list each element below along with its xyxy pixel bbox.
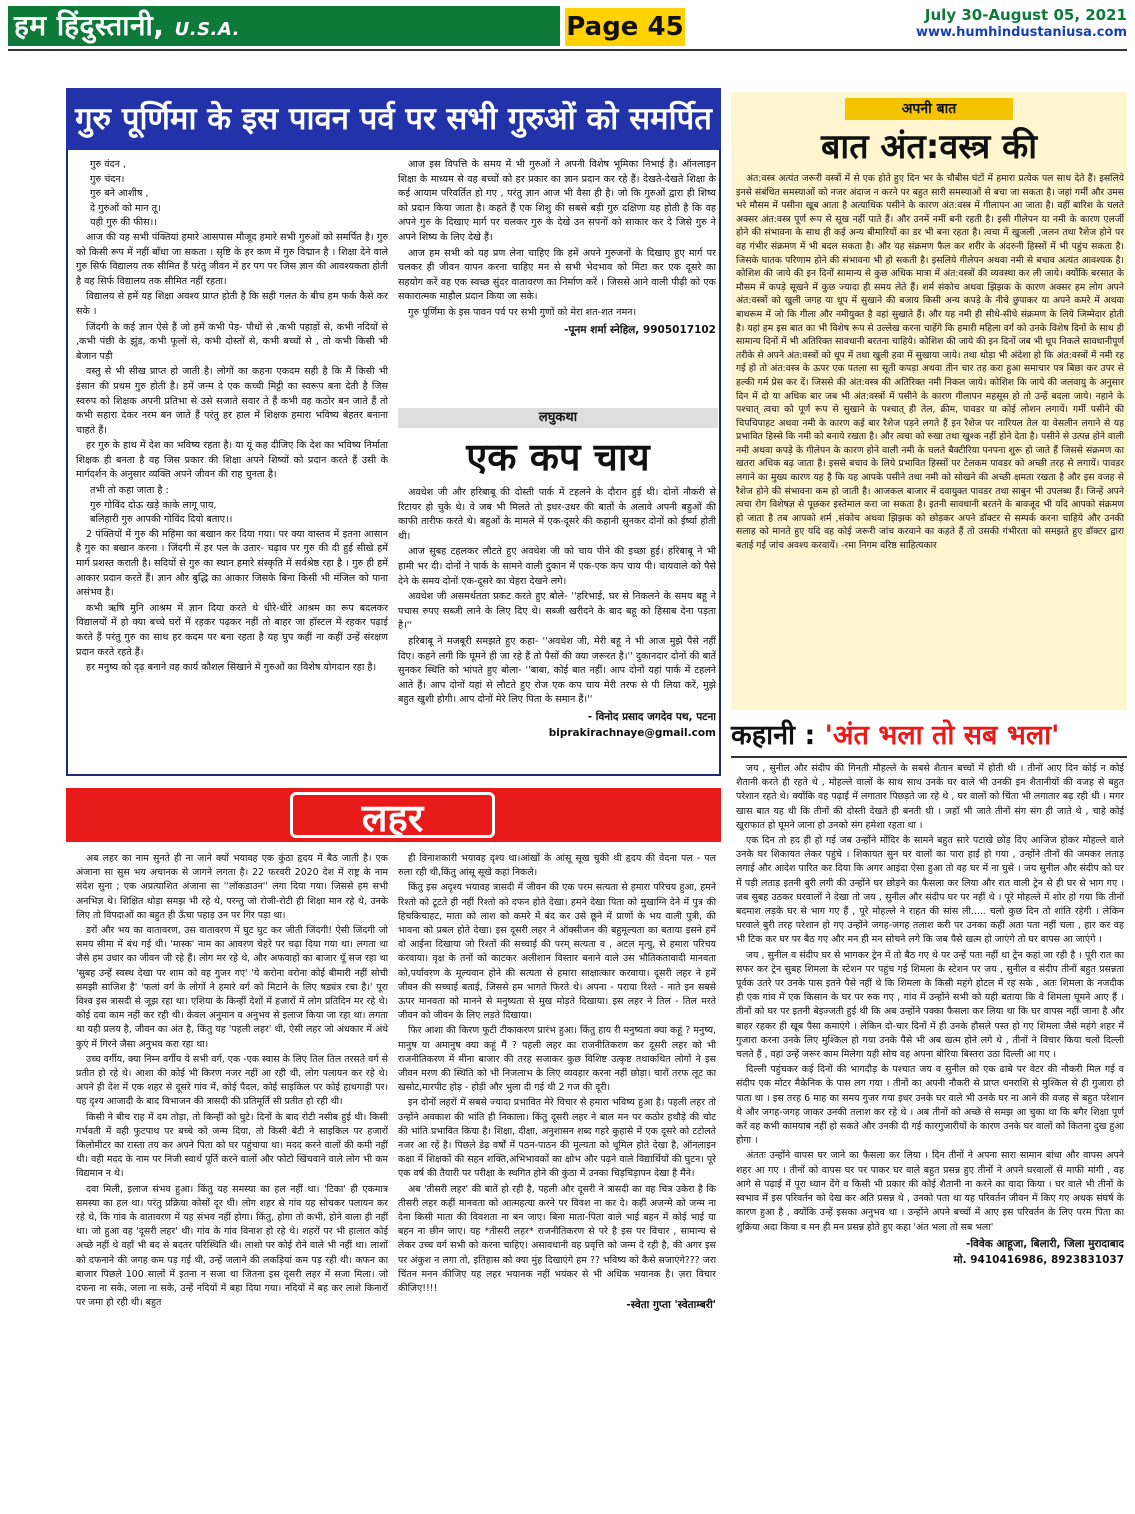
- newspaper-masthead: [8, 6, 560, 46]
- guru-verse-1: [76, 158, 388, 231]
- paragraph: कभी ऋषि मुनि आश्रम में ज्ञान दिया करते थे धीरे-धीरे आश्रम का रूप बदलकर विद्यालयों में हो क्या बच्चे घरों में रहकर पढ़कर नहीं तो बाहर जा हॉस्टल में रहकर पढ़ाई करते हैं परंतु गुरु का साथ हर कदम पर बना रहता है यह घुप कहीं ना कहीं उन्हें संरक्षण प्रदान करते रहते हैं।: [76, 602, 388, 658]
- paragraph: विद्यालय से हमें यह शिक्षा अवश्य प्राप्त होती है कि सही गलत के बीच हम फर्क कैसे कर सके ।: [76, 291, 388, 317]
- paragraph: अब लहर का नाम सुनते ही ना जाने क्यों भयावह एक कुंठा हृदय में बैठ जाती है। एक अंजाना सा सुस भय अचानक से जागने लगता है। 22 फरवरी 2020 देश में राष्ट्र के नाम संदेश सुना ; एक अप्रत्याशित अंजाना सा ''लॉकडाउन'' लगा दिया गया। जिससे हम सभी अनभिज्ञ थे। शिक्षित थोड़ा समझ भी रहे थे, परन्तु जो रोजी-रोटी ही शिक्षा मान रहे थे, उनके लिए तो विपदाओं का बहुत ही ऊँचा पहाड़ उन पर गिर पड़ा था।: [76, 853, 388, 921]
- laghukatha-signature: - विनोद प्रसाद जगदेव पथ, पटना: [587, 710, 716, 723]
- paragraph: हर गुरु के हाथ में देश का भविष्य रहता है। या यूं कह दीजिए कि देश का भविष्य निर्माता शिक्षक ही बनता है वह जिस प्रकार की शिक्षा अपने शिष्यों को प्रदान करते हैं उसी के मार्गदर्शन के अनुसार व्यक्ति अपने जीवन की राह चुनता है।: [76, 440, 388, 481]
- paragraph: दिल्ली पहुंचकर कई दिनों की भागदौड़ के पश्चात जय व सुनील को एक ढाबे पर वेटर की नौकरी मिल गई व संदीप एक मोटर मैकेनिक के पास लग गया । तीनों का अपनी नौकरी से प्राप्त धनराशि से मुश्किल से ही गुजारा हो पाता था । इस तरह 6 माह का समय गुजर गया इधर उनके घर वाले भी उनके घर ना आने की वजह से बहुत परेशान थे और जगह-जगह जाकर उनकी तलाश कर रहे थे । अब तीनों को अच्छे से समझ आ चुका था कि बगैर शिक्षा पूर्ण करें वह कभी कामयाब नहीं हो सकते और उनकी दी गई कारगुजारीयों के कारण उनके घर वालों को कितना दुख हुआ होगा ।: [736, 1064, 1124, 1147]
- paragraph: 2 पंक्तियों में गुरु की महिमा का बखान कर दिया गया। पर क्या वास्तव में इतना आसान है गुरु का बखान करना । जिंदगी में हर पल के उतार- चढ़ाव पर गुरु की दी हुई सीखे हमें मार्ग प्रशस्त कराती है। सदियों से गुरु का स्थान हमारे संस्कृति में सर्वश्रेष्ठ रहा है । गुरु ही हमें आकार प्रदान करते हैं। ज्ञान और बुद्धि का आकार जिसके बिना किसी भी मंजिल को पाना असंभव है।: [76, 528, 388, 599]
- verse-line: दे गुरुओं को मान तू।: [90, 202, 161, 214]
- paragraph: डरों और भय का वातावरण, उस वातावरण में घुट घुट कर जीती जिंदगी! ऐसी जिंदगी जो समय सीमा में बंध गई थी। 'मास्क' नाम का आवरण चेहरे पर चढ़ा दिया गया था। लगता था जैसे हम उधार का जीवन जी रहे हैं। लोग मर रहे थे, और अफवाहों का बाजार यूँ सज रहा था 'सुबह उन्हें स्वस्थ देखा पर शाम को वह गुजर गए' 'ये करोना वरोना कोई बीमारी नहीं सोची समझी साजिश है' 'फलां वर्ग के लोगों ने हमारे वर्ग को मिटाने के लिए षड्यंत्र रचा है।' पूरा विश्व इस त्रासदी से जूझ रहा था। एशिया के किन्हीं देशों में हजारों में लोग प्रतिदिन मर रहे थे। कोई दवा काम नहीं कर रही थी। केवल अनुमान व अनुभव से इलाज किया जा रहा था। लगता था यही प्रलय है, जीवन का अंत है, किंतु यह 'पहली लहर' थी, ऐसी लहर जो अंधकार में अंधे कुएं में गिरने जैसा अनुभव करा रहा था।: [76, 925, 388, 1050]
- paragraph: अवधेश जी और हरिबाबू की दोस्ती पार्क में टहलने के दौरान हुई थी। दोनों नौकरी से रिटायर हो चुके थे। वे जब भी मिलते तो इधर-उधर की बातों के अलावे अपनी बहुओं की काफी तारीफ करते थे। बहुओं के मामले में एक-दूसरे की कहानी सुनकर दोनों को ईर्ष्या होती थी।: [398, 487, 716, 542]
- paragraph: अंततः उन्होंने वापस घर जाने का फैसला कर लिया । दिन तीनों ने अपना सारा सामान बांधा और वापस अपने शहर आ गए । तीनों को वापस घर पर पाकर घर वाले बहुत प्रसन्न हुए तीनों ने अपने घरवालों से माफी मांगी , वह आगे से पढ़ाई में पूरा ध्यान देंगे व किसी भी प्रकार की कोई शैतानी ना करने का वादा किया । घर वाले भी तीनों के स्वभाव में इस परिवर्तन को देख कर अति प्रसन्न थे , उनको पता था यह परिवर्तन जीवन में किए गए अथक संघर्ष के कारण हुआ है , क्योंकि उन्हें इसका अनुभव था । उन्होंने अपने बच्चों में आए इस परिवर्तन के लिए परम पिता का शुक्रिया अदा किया व मन ही मन प्रसन्न होते हुए कहा 'अंत भला तो सब भला': [736, 1150, 1124, 1233]
- paragraph: उच्च वर्गीय, क्या निम्न वर्गीय ये सभी वर्ग, एक -एक स्वास के लिए तिल तिल तरसते वर्ग से प्रतीत हो रहे थे। आशा की कोई भी किरण नजर नहीं आ रही थी, लोग पलायन कर रहे थे। अपने ही देश में एक शहर से दूसरे गांव में, कोई पैदल, कोई साइकिल पर कोई हाथगाड़ी पर। यह दृश्य आजादी के बाद विभाजन की त्रासदी की प्रतिमूर्ति सी प्रतीत हो रही थी।: [76, 1053, 388, 1108]
- paragraph: फिर आशा की किरण फूटी टीकाकरण प्रारंभ हुआ। किंतु हाय री मनुष्यता क्या कहूं ? मनुष्य, मानुष या अमानुष क्या कहूं मैं ? पहली लहर का राजनीतिकरण कर दूसरी लहर को भी राजनीतिकरण में मीना बाजार की तरह सजाकर कुछ विशिष्ट उत्कृष्ट तथाकथित लोगों ने इस जीवन मरण की स्थिति को भी निजलाभ के लिए व्यवहार करना नहीं छोड़ा। चारों तरफ लूट का खसोट,मारपीट होड़ - होड़ी और भुला दी गई थी 2 गज की दूरी।: [398, 1025, 716, 1094]
- paragraph: किंतु इस अदृश्य भयावह त्रासदी में जीवन की एक परम सत्यता से हमारा परिचय हुआ, हमने रिश्तो को टूटते ही नहीं रिश्तो को दफन होते देखा। हमने देखा पिता को मुखाग्नि देने में पुत्र की हिचकिचाहट, माता को लाश को कमरे में बंद कर उसे छूने में प्राणों के भय वाली पुत्री, की भावना को प्रबल होते देखा। इस दूसरी लहर ने ऑक्सीजन की बहुमूल्यता का बताया इसने हमें वो आईना दिखाया जो रिश्तों की सच्चाई की परम् सत्यता व , अटल मृत्यु, से हमारा परिचय करवाया। वृक्ष के तनों को काटकर अलीशान विस्तार बनाने वाले उस भौतिकतावादी मानवता को,पर्यावरण के मूल्यवान होने की सत्यता से हमारा साक्षात्कार करवाया। दूसरी लहर ने हमें जीवन की सच्चाई बताई, जिससे हम भागते फिरते थे। अपना - पराया रिश्ते - नाते इन सबसे ऊपर मानवता को मानने से मनुष्यता से मुख मोड़ते दिखाया। इस लहर ने तिल - तिल मरते जीवन को जीवन के लिए लड़ते दिखाया।: [398, 882, 716, 1022]
- laghukatha-title: एक कप चाय: [466, 435, 650, 479]
- paper-suffix: U.S.A.: [174, 19, 240, 40]
- kahani-label: कहानी :: [731, 720, 816, 751]
- issue-date: July 30-August 05, 2021: [924, 6, 1127, 24]
- apni-baat-body: [736, 172, 1124, 706]
- verse-line: गुरु गोविंद दोऊ खड़े काके लागू पाय,: [90, 499, 217, 511]
- paragraph: वस्तु से भी सीख प्राप्त हो जाती है। लोगों का कहना एकदम सही है कि मैं किसी भी इंसान की प्रथम गुरु होती है। हमें जन्म दे एक कच्ची मिट्टी का स्वरूप बना देती है जिस स्वरुप को शिक्षक अपनी प्रतिभा से उसे सजाते सवार ते हैं कभी वह कठोर बन जाते हैं तो कभी सहारा देकर नरम बन जाते हैं परंतु हर हाल में शिक्षक हमारा भविष्य बेहतर बनाना चाहते हैं।: [76, 366, 388, 436]
- apni-baat-title: बात अंत:वस्त्र की: [820, 127, 1038, 167]
- guru-article-signature: -पूनम शर्मा स्नेहिल, 9905017102: [564, 323, 716, 336]
- website-link[interactable]: www.humhindustaniusa.com: [915, 25, 1127, 40]
- kahani-heading: [731, 716, 1127, 756]
- paragraph: आज हम सभी को यह प्रण लेना चाहिए कि हमें अपने गुरुजनों के दिखाए हुए मार्ग पर चलकर ही जीवन यापन करना चाहिए मन से सभी भेदभाव को मिटा कर एक दूसरे का सहयोग करें वह एक स्वच्छ सुंदर वातावरण का निर्माण करें । जिससे आने वाली पीढ़ी को एक सकारात्मक माहौल प्रदान किया जा सके।: [398, 247, 716, 303]
- header-divider: [8, 49, 1127, 51]
- paragraph: इन दोनों लहरों में सबसे ज्यादा प्रभावित मेरे विचार से हमारा भविष्य हुआ है। पहली लहर तो उन्होंने अवकाश की भांति ही निकाला। किंतु दूसरी लहर ने बाल मन पर कठोर हथौड़े की चोट की भांति प्रभावित किया है। शिक्षा, दीक्षा, अनुशासन शब्द गहरे कुहासे में एक दूसरे को टटोलते नजर आ रहें है। पिछले डेढ़ वर्षों में पठन-पाठन की मूल्यता को धूमिल होते देखा है, ऑनलाइन कक्षा में शिक्षकों की सहन शक्ति,अभिभावकों का क्षोभ और पढ़ने वाले विद्यार्थियों की घुटन। पूरे एक वर्ष की तैयारी पर परीक्षा के स्थगित होने की कुंठा में उनका चिड़चिड़ापन देखा है मैंने।: [398, 1097, 716, 1180]
- paragraph: हरिबाबू ने मजबूरी समझते हुए कहा- ''अवधेश जी, मेरी बहू ने भी आज मुझे पैसे नहीं दिए। कहने लगी कि घूमने ही जा रहे हैं तो पैसों की क्या जरूरत है।'' दुकानदार दोनों की बातें सुनकर स्थिति को भांपते हुए बोला- ''बाबा, कोई बात नहीं। आप दोनों यहां पार्क में टहलने आते हैं। आप दोनों यहां से लौटते हुए रोज एक कप चाय मेरी तरफ से पी लिया करें, मुझे बहुत खुशी होगी। आप दोनों मेरे लिए पिता के समान हैं।'': [398, 635, 716, 706]
- lahar-signature: -स्वेता गुप्ता 'स्वेताम्बरी': [626, 1299, 716, 1312]
- lahar-title: लहर: [290, 792, 495, 838]
- guru-article-column-1: [76, 158, 388, 774]
- apni-baat-label: अपनी बात: [845, 98, 1013, 120]
- laghukatha-label: लघुकथा: [398, 408, 718, 428]
- paragraph: गुरु पूर्णिमा के इस पावन पर्व पर सभी गुणों को मेरा शत-शत नमन।: [408, 306, 637, 318]
- paragraph: जय , सुनील व संदीप घर से भागकर ट्रेन में तो बैठ गए थे पर उन्हें पता नहीं था ट्रेन कहां जा रही है । पूरी रात का सफर कर ट्रेन सुबह शिमला के स्टेशन पर पहुंच गई शिमला के स्टेशन पर जय , सुनील व संदीप तीनों बहुत प्रसन्नता पूर्वक उतरे पर उनके पास इतने पैसे नहीं थे कि शिमला के किसी महंगे होटल में रह सके , अतः शिमला के नजदीक ही एक गांव में एक किसान के घर पर रुक गए , गांव में उन्होंने सभी को यही बताया कि वे शिमला घूमने आए हैं । तीनों को घर पर इतनी बेइज्जती हुई थी कि अब उन्होंने पक्का फैसला कर लिया था कि घर वापस नहीं जाना है और बाहर रहकर ही खूब पैसा कमाएंगे । लेकिन दो-चार दिनों में ही उनके हौसले पस्त हो गए शिमला जैसे महंगे शहर में गुजारा करना उनके लिए मुश्किल हो गया उनके पैसे भी अब खत्म होने लगे थे , तीनों ने विचार किया चलो दिल्ली चलते हैं , वहां उन्हें जरूर काम मिलेगा यही सोच वह अपना बोरिया बिस्तरा उठा दिल्ली आ गए ।: [736, 949, 1124, 1061]
- lahar-column-2: [398, 852, 716, 1504]
- kahani-divider: [731, 756, 1127, 758]
- paragraph: आज सुबह टहलकर लौटते हुए अवधेश जी को चाय पीने की इच्छा हुई। हरिबाबू ने भी हामी भर दी। दोनों ने पार्क के सामने वाली दुकान में एक-एक कप चाय पी। चायवाले को पैसे देने के समय दोनों एक-दूसरे का चेहरा देखने लगे।: [398, 546, 716, 587]
- lahar-column-1: [76, 852, 388, 1504]
- paragraph: अब 'तीसरी लहर' की बातें हो रही है, पहली और दूसरी ने त्रासदी का वह चित्र उकेरा है कि तीसरी लहर कहीं मानवता को आत्महत्या करने पर विवश ना कर दे। कहीं अजन्मे को जन्म ना देना किसी माता की विवशता ना बन जाए। बिना माता-पिता वाले भाई बहन में कोई भाई या बहन ना छीन जाए। यह *तीसरी लहर* राजनीतिकरण से परे है इस पर विचार , सामान्य से लेकर उच्च वर्ग सभी को करना चाहिए। असावधानी वह प्रवृत्ति को जन्म दे रही है, की अगर इस पर अंकुश न लगा तो, इतिहास को क्या मुंह दिखाएंगे हम ?? भविष्य को कैसे सजाएंगे??? जरा चिंतन मनन कीजिए यह लहर भयानक नहीं भयंकर से भी अधिक भयानक है। ज़रा विचार कीजिए!!!!: [398, 1183, 716, 1295]
- verse-line: तभी तो कहा जाता है :: [90, 485, 169, 497]
- paragraph: एक दिन तो हद ही हो गई जब उन्होंने मोंदिर के सामने बहुत सारे पटाखे छोड़ दिए आजिज होकर मोहल्ले वाले उनके घर शिकायत लेकर पहुंचे । शिकायत सुन घर वालों का पारा हाई हो गया , उन्होंने तीनों की जमकर लताड़ लगाई और आदेश पारित कर दिया कि अगर आइंदा ऐसा हुआ तो वह घर में ना घुसे । जय सुनील और संदीप को घर में पड़ी लताड़ इतनी बुरी लगी की उन्होंने घर छोड़ने का फैसला कर लिया और रात वाली ट्रेन से ही घर से भाग गए । जब सुबह उठकर घरवालों ने देखा तो जय , सुनील और संदीप घर पर नहीं थे । पूरे मोहल्ले में शोर हो गया कि तीनों बदमाश लड़के घर से भाग गए हैं , पूरे मोहल्ले ने राहत की सांस ली..... चलो कुछ दिन तो शांति रहेगी । लेकिन घरवाले बुरी तरह परेशान हो गए उन्होंने जगह-जगह तलाश करी पर उनका कहीं अता पता नहीं चला , हार कर वह भी टिक कर घर पर बैठ गए और मन ही मन सोचने लगे कि जब पैसे खत्म हो जाएंगे तो घर वापस आ जाएंगे ।: [736, 835, 1124, 946]
- guru-article-headline: गुरु पूर्णिमा के इस पावन पर्व पर सभी गुरुओं को समर्पित: [66, 88, 721, 150]
- paragraph: ही विनाशकारी भयावह दृश्य था।आंखों के आंसू सूख चुकी थी हृदय की वेदना पल - पल रुला रही थी,किंतु आंसू सूखे कहां निकले।: [398, 853, 716, 879]
- laghukatha-body: [398, 486, 716, 774]
- verse-line: गुरु वंदन ,: [90, 159, 127, 170]
- page-number: Page 45: [565, 8, 685, 46]
- paragraph: आज की यह सभी पंक्तियां हमारे आसपास मौजूद हमारे सभी गुरुओं को समर्पित है। गुरु को किसी रूप में नहीं बाँधा जा सकता । सृष्टि के हर कण में गुरु विद्मान है । शिक्षा देने वाले गुरु सिर्फ विद्यालय तक सीमित हैं परंतु जीवन में हर पग पर जिस ज्ञान की आवश्यकता होती है वह सिर्फ विद्यालय तक सीमित नहीं रहता।: [76, 231, 388, 287]
- paragraph: आज इस विपत्ति के समय में भी गुरुओं ने अपनी विशेष भूमिका निभाई है। ऑनलाइन शिक्षा के माध्यम से वह बच्चों को हर प्रकार का ज्ञान प्रदान कर रहे हैं। देखते-देखते शिक्षा के कई आयाम परिवर्तित हो गए , परंतु ज्ञान आज भी वैसा ही है। जो कि गुरुओं द्वारा ही शिष्य को प्रदान किया जाता है। कहते हैं एक शिशु की सबसे बड़ी गुरु दक्षिणा यह होती है कि वह अपने गुरु के दिखाए मार्ग पर चलकर गुरु के देखे उन सपनों को साकार कर दे जिसे गुरु ने अपने शिष्य के लिए देखे हैं।: [398, 159, 716, 243]
- kahani-body: [736, 762, 1124, 1504]
- verse-line: यही गुरु की फीस।।: [90, 217, 157, 229]
- verse-line: गुरु बने आशीष ,: [90, 188, 149, 200]
- paragraph: अवधेश जी असमर्थतता प्रकट करते हुए बोले- ''हरिभाई, घर से निकलने के समय बहू ने पचास रुपए सब्जी लाने के लिए दिए थे। सब्जी खरीदने के बाद बहू को हिसाब देना पड़ता है।'': [398, 591, 716, 632]
- kahani-phone: मो. 9410416986, 8923831037: [953, 1253, 1124, 1266]
- laghukatha-email: biprakirachnaye@gmail.com: [548, 726, 716, 739]
- paragraph: हर मनुष्य को दृढ़ बनाने वह कार्य कौशल सिखाने में गुरुओं का विशेष योगदान रहा है।: [86, 662, 377, 674]
- kahani-title: 'अंत भला तो सब भला': [824, 720, 1060, 751]
- paragraph: जय , सुनील और संदीप की गिनती मौहल्ले के सबसे शैतान बच्चों में होती थी । तीनों आए दिन कोई न कोई शैतानी करते ही रहते थे , मोहल्ले वालों के साथ साथ उनके घर वाले भी उनकी इन शैतानीयों की वजह से बहुत परेशान रहते थे। क्योंकि वह पढ़ाई में लगातार पिछड़ते जा रहे थे , घर वालों को चिंता भी लगातार बढ़ रही थी । मगर खास बात यह थी कि तीनों की दोस्ती देखते ही बनती थी । जहाँ भी जाते तीनों संग संग ही जाते थे , चाहे कोई खुराफात हो घूमने जाना हो उनको संग हमेशा रहता था ।: [736, 763, 1124, 831]
- verse-line: बलिहारी गुरु आपकी गोविंद दियो बताए।।: [90, 514, 233, 526]
- paragraph: दवा मिली, इलाज संभव हुआ। किंतु यह समस्या का हल नहीं था। 'टिका' ही एकमात्र समस्या का हल था। परंतु प्रक्रिया कोसों दूर थी। लोग शहर से गांव यह सोचकर पलायन कर रहे थे, कि गांव के वातावरण में यह संभव नहीं होगा। किंतु, होगा तो कभी, होने वाला ही नहीं था। जो हुआ वह 'दूसरी लहर' थी। गांव के गांव विनाश हो रहे थे। शहरों पर भी हालात कोई अच्छे नहीं थे वहाँ भी बद से बदतर परिस्थिति थी। लाशो पर कोई रोने वाले भी नहीं था। लाशों को दफनाने की जगह कम पड़ गई थी, उन्हें जलाने की लकड़ियां कम पड़ रही थी। कफन का बाजार पिछले 100 सालों में इतना न सजा था जितना इस दूसरी लहर में सजा मिला। जो दफना ना सके, जला ना सके, उन्हें नदियों में बहा दिया गया। नदियों में बह कर लाशे किनारों पर जमा हो रही थी। बहुत: [76, 1183, 388, 1309]
- paragraph: जिंदगी के कई ज्ञान ऐसे हैं जो हमें कभी पेड़- पौधों से ,कभी पहाड़ों से, कभी नदियों से ,कभी पंछी के झुंड, कभी फूलों से, कभी दोस्तों से, कभी बच्चों से , तो कभी किसी भी बेजान पड़ी: [76, 321, 388, 362]
- guru-verse-2: [76, 484, 388, 528]
- guru-article-column-2: [398, 158, 716, 406]
- paragraph: अंत:वस्त्र अत्यंत जरूरी वस्त्रों में से एक होते हुए दिन भर के चौबीस घंटों में हमारा प्रत्येक पल साथ देते हैं। इसलिये इनसे संबंधित समस्याओं को नजर अंदाज न करने पर बहुत सारी समस्याओं से बचा जा सकता है। जहां गर्मी और उमस भरे मौसम में पसीना खूब आता है अत्याधिक पसीने के कारण अंत:वस्त्र में गीलापन आ जाता है। वहीं बारिश के चलते अक्सर अंत:वस्त्र पूर्ण रूप से सूख नहीं पाते हैं। और उनमें नमीं बनी रहती है। इसी गीलेपन या नमी के कारण एलर्जी होने की संभावना के साथ ही कई अन्य बीमारियों का डर भी बना रहता है। त्वचा में खुजली ,जलन तथा रैशेज होने पर वह गंभीर संक्रमण में भी बदल सकता है। और यह संक्रमण फैल कर शरीर के अंदरुनी हिस्सों में भी पहुंच सकता है। जिसके घातक परिणाम होने की संभावना भी हो सकती है। इसलिये गीलेपन अथवा नमी से बचाव अत्यंत आवश्यक है। कोशिश की जाये की इन दिनों सामान्य से कुछ अधिक मात्रा में अंत:वस्त्रों की व्यवस्था कर ली जाये। क्योंकि बरसात के मौसम में कपड़े सूखने में कुछ ज्यादा ही समय लेते हैं। शर्म संकोच अथवा झिझक के कारण अक्सर हम लोग अपने अंत:वस्त्रों को खुली जगह या धूप में सुखाने की बजाय किसी अन्य कपड़े के नीचे छुपाकर या अपने कमरे में अथवा बाथरूम में जो कि गीला और नमीयुक्त है वहां सुखाते हैं। और यह नमी ही सीधे-सीधे संक्रमण के लिये जिम्मेदार होती है। यहां हम इस बात का भी विशेष रूप से उल्लेख करना चाहेंगे कि हमारी महिला वर्ग को उनके विशेष दिनों के साथ ही सामान्य दिनों में भी अतिरिक्त सावधानी बरतना चाहिये। कोशिश की जाये की इन दिनों जब भी धूप निकले सावधानीपूर्ण तरीके से अपने अंत:वस्त्रों को धूप में तथा खुली हवा में सुखाया जाये। तथा थोड़ा भी अंदेशा हो कि अंत:वस्त्रों में नमी रह गई हो तो अंत:वस्त्र के ऊपर एक पतला सा सूती कपड़ा अथवा तीन चार तह करा हुआ समाचार पत्र बिछा कर उपर से हल्की गर्म प्रेस कर दें। जिससे की अंत:वस्त्र की अतिरिक्त नमी निकल जाये। कोशिश कि जाये की जलवायु के अनुसार दिन में दो या अधिक बार जब भी अंत:वस्त्रों में पसीने के कारण गीलापन महसूस हो तो उन्हें बदला जाये। नहाने के पश्चात् त्वचा को पूर्ण रूप से सुखाने के पश्चात् ही तेल, क्रीम, पावडर या कोई लोशन लगायें। गर्मी पसीने की चिपचिपाहट अथवा नमी के कारण कई बार रैशेज पड़ने लगते हैं इन रैशेज पर नारियल तेल या वेसलीन लगाने से यह प्रभावित हिस्से कि नमी को बनाये रखता है। और त्वचा को रुखा तथा खुश्क नहीं होने देता है। पसीने से उत्पन्न होने वाली नमी अथवा कपड़े के गीलेपन के कारण होने वाली नमी के चलते बैक्टीरिया पनपना शुरू हो जाते हैं जिससे संक्रमण का खतरा अधिक बढ़ जाता है। इससे बचाव के लिये प्रभावित हिस्सों पर टेलकम पावडर को अच्छी तरह से लगायें। पावडर लगाने का मुख्य कारण यह है कि यह आपके पसीने तथा नमी को सोखने की अच्छी क्षमता रखता है और इस वजह से रैशेज होने की संभावना कम हो जाती है। आजकल बाजार में दवायुक्त पावडर तथा साबुन भी उपलब्ध हैं। जिन्हें अपने त्वचा रोग विशेषज्ञ से पूछकर इस्तेमाल करा जा सकता है। इतनी सावधानी बरतने के बावजूद भी यदि आपको संक्रमण हो जाता है तब आपको शर्म ,संकोच अथवा झिझक को छोड़कर अपने डॉक्टर से सम्पर्क करना चाहिये और उनकी सलाह को मानते हुए यदि वह कोई जरूरी जांच करवाने का कहते हैं तो उसकी गंभीरता को समझते हुए डॉक्टर द्वारा बताई गई जांच अवश्य करवायें। -रमा निगम वरिष्ठ साहित्यकार: [736, 173, 1124, 552]
- paragraph: किसी ने बीच राह में दम तोड़ा, तो किन्हीं को घुटे। दिनों के बाद रोटी नसीब हुई थी। किसी गर्भवती में वही फुटपाथ पर बच्चे को जन्म दिया, तो किसी बेटी ने साइकिल पर हजारों किलोमीटर का रास्ता तय कर अपने पिता को घर पहुंचाया था। मदद करने वालों की कमी नहीं थी। वही मदद के नाम पर निजी स्वार्थ पूर्ति करने वालों और फोटो खिंचवाने वाले लोग भी कम विद्यमान न थे।: [76, 1111, 388, 1180]
- verse-line: गुरु चंदन।: [90, 173, 125, 185]
- paper-name: हम हिंदुस्तानी,: [14, 9, 165, 42]
- kahani-signature: -विवेक आहूजा, बिलारी, जिला मुरादाबाद: [965, 1237, 1124, 1250]
